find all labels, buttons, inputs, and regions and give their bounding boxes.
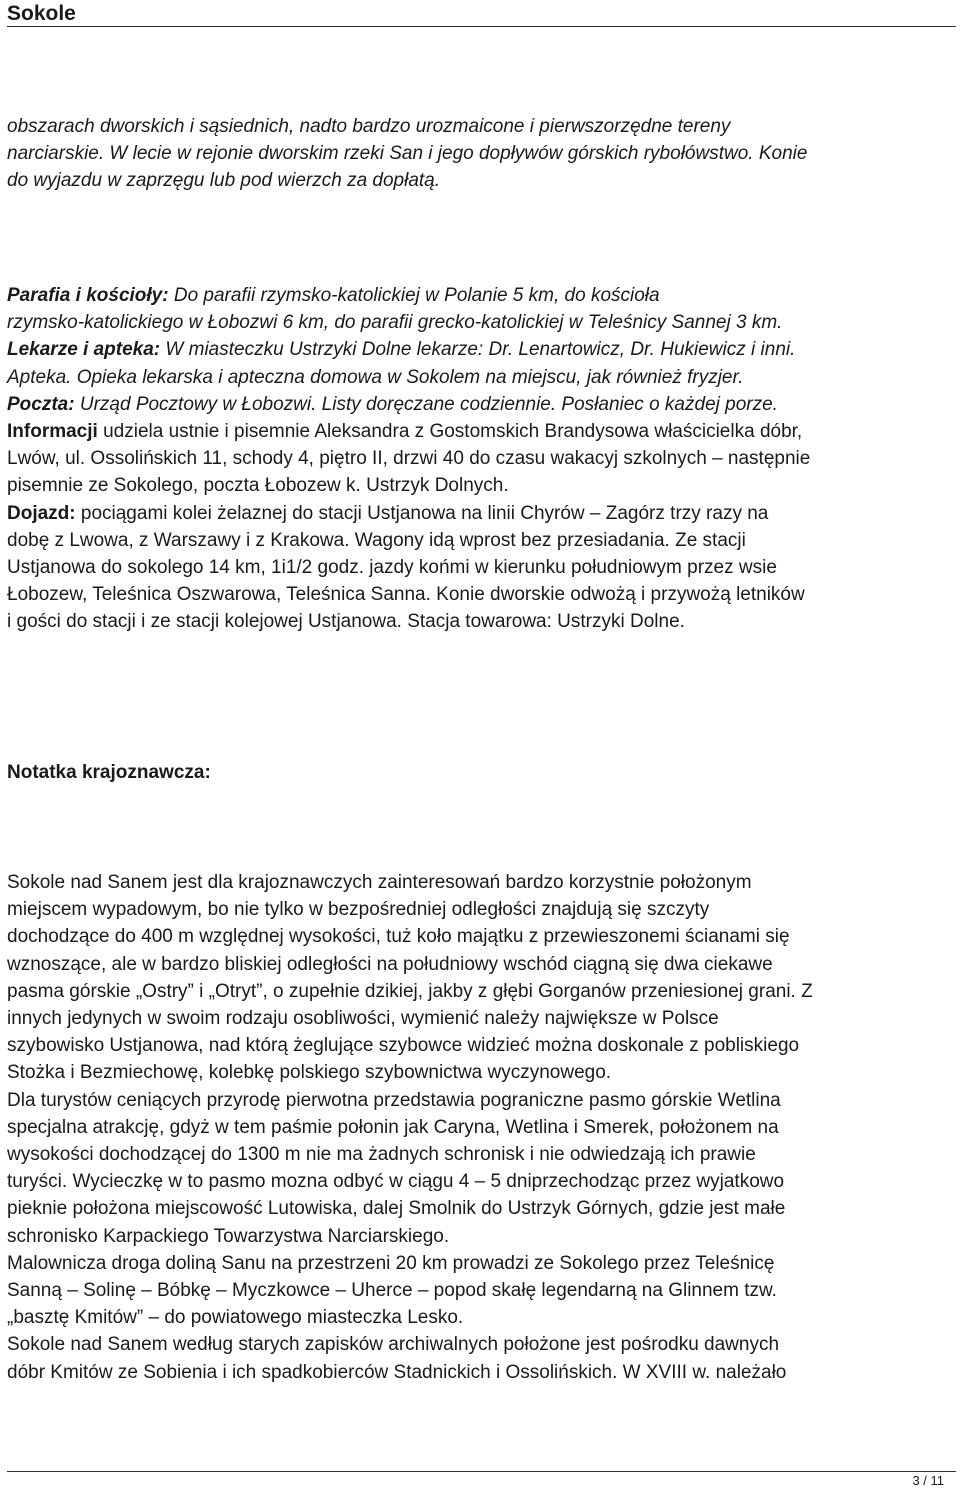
lekarze-line [7,336,957,363]
text-line: Sanną – Solinę – Bóbkę – Myczkowce – Uherce – popod skałę legendarną na Glinnem tzw. [7,1280,777,1302]
text-line: miejscem wypadowym, bo nie tylko w bezpośredniej odległości znajdują się szczyty [7,899,710,921]
page-number: 3 / 11 [912,1473,944,1488]
text-line: szybowisko Ustjanowa, nad którą żeglujące szybowce widzieć można doskonale z pobliskiego [7,1035,800,1057]
text-line: dóbr Kmitów ze Sobienia i ich spadkobierców Stadnickich i Ossolińskich. W XVIII w. należało [7,1361,787,1383]
lekarze-label: Lekarze i apteka: [7,339,161,361]
text-line: Stożka i Bezmiechowę, kolebkę polskiego szybownictwa wyczynowego. [7,1062,612,1084]
page-title: Sokole [7,2,76,25]
parafia-text: Do parafii rzymsko-katolickiej w Polanie 5 km, do kościoła [168,285,660,306]
info-section [7,282,957,636]
informacji-line-2: Lwów, ul. Ossolińskich 11, schody 4, piętro II, drzwi 40 do czasu wakacyj szkolnych – następnie [7,448,811,470]
intro-paragraph [7,113,957,195]
text-line: innych jedynych w swoim rodzaju osobliwości, wymienić należy największe w Polsce [7,1008,719,1030]
text-line: do wyjazdu w zaprzęgu lub pod wierzch za dopłatą. [7,170,441,192]
dojazd-line-1 [7,500,957,527]
apteka-line: Apteka. Opieka lekarska i apteczna domowa w Sokolem na miejscu, jak również fryzjer. [7,366,744,388]
text-line: Sokole nad Sanem według starych zapisków archiwalnych położone jest pośrodku dawnych [7,1334,780,1356]
lekarze-text: W miasteczku Ustrzyki Dolne lekarze: Dr. Lenartowicz, Dr. Hukiewicz i inni. [160,339,796,361]
parafia-line-1 [7,282,957,309]
text-line: Dla turystów ceniących przyrodę pierwotna przedstawia pograniczne pasmo górskie Wetlina [7,1089,781,1111]
text-line: „basztę Kmitów” – do powiatowego miasteczka Lesko. [7,1307,464,1329]
parafia-line-2: rzymsko-katolickiego w Łobozwi 6 km, do parafii grecko-katolickiej w Teleśnicy Sannej 3 km. [7,312,783,334]
text-line: obszarach dworskich i sąsiednich, nadto bardzo urozmaicone i pierwszorzędne tereny [7,116,731,137]
body-paragraph [7,869,957,1386]
header-divider [7,26,956,27]
dojazd-line-5: i gości do stacji i ze stacji kolejowej Ustjanowa. Stacja towarowa: Ustrzyki Dolne. [7,611,685,633]
text-line: pasma górskie „Ostry” i „Otryt”, o zupełnie dzikiej, jakby z głębi Gorganów przeniesionej grani. Z [7,980,813,1002]
text-line: dochodzące do 400 m względnej wysokości, tuż koło majątku z przewieszonemi ścianami się [7,926,790,948]
text-line: wysokości dochodzącej do 1300 m nie ma żadnych schronisk i nie odwiedzają ich prawie [7,1144,756,1166]
dojazd-line-2: dobę z Lwowa, z Warszawy i z Krakowa. Wagony idą wprost bez przesiadania. Ze stacji [7,529,746,551]
informacji-text: udziela ustnie i pisemnie Aleksandra z Gostomskich Brandysowa właścicielka dóbr, [97,421,803,443]
text-line: pieknie położona miejscowość Lutowiska, dalej Smolnik do Ustrzyk Górnych, gdzie jest małe [7,1198,786,1220]
text-line: Sokole nad Sanem jest dla krajoznawczych zainteresowań bardzo korzystnie położonym [7,872,752,893]
informacji-line-1 [7,418,957,445]
informacji-label: Informacji [7,421,98,443]
text-line: wznoszące, ale w bardzo bliskiej odległości na południowy wschód ciągną się dwa ciekawe [7,953,773,975]
dojazd-label: Dojazd: [7,502,76,524]
parafia-label: Parafia i kościoły: [7,285,169,306]
text-line: schronisko Karpackiego Towarzystwa Narciarskiego. [7,1225,450,1247]
poczta-label: Poczta: [7,393,75,415]
text-line: turyści. Wycieczkę w to pasmo mozna odbyć w ciągu 4 – 5 dniprzechodząc przez wyjatkowo [7,1171,785,1193]
dojazd-line-3: Ustjanowa do sokolego 14 km, 1i1/2 godz. jazdy końmi w kierunku południowym przez wsie [7,557,777,579]
informacji-line-3: pisemnie ze Sokolego, poczta Łobozew k. Ustrzyk Dolnych. [7,475,509,497]
dojazd-line-4: Łobozew, Teleśnica Oszwarowa, Teleśnica Sanna. Konie dworskie odwożą i przywożą letników [7,584,805,606]
poczta-line [7,391,957,418]
poczta-text: Urząd Pocztowy w Łobozwi. Listy doręczane codziennie. Posłaniec o każdej porze. [74,393,778,415]
text-line: Malownicza droga doliną Sanu na przestrzeni 20 km prowadzi ze Sokolego przez Teleśnicę [7,1252,775,1274]
footer-divider [7,1471,956,1472]
section-heading: Notatka krajoznawcza: [7,762,211,783]
dojazd-text: pociągami kolei żelaznej do stacji Ustjanowa na linii Chyrów – Zagórz trzy razy na [75,502,769,524]
text-line: specjalna atrakcję, gdyż w tem paśmie połonin jak Caryna, Wetlina i Smerek, położonem na [7,1116,779,1138]
text-line: narciarskie. W lecie w rejonie dworskim rzeki San i jego dopływów górskich rybołówstwo. Konie [7,143,808,165]
